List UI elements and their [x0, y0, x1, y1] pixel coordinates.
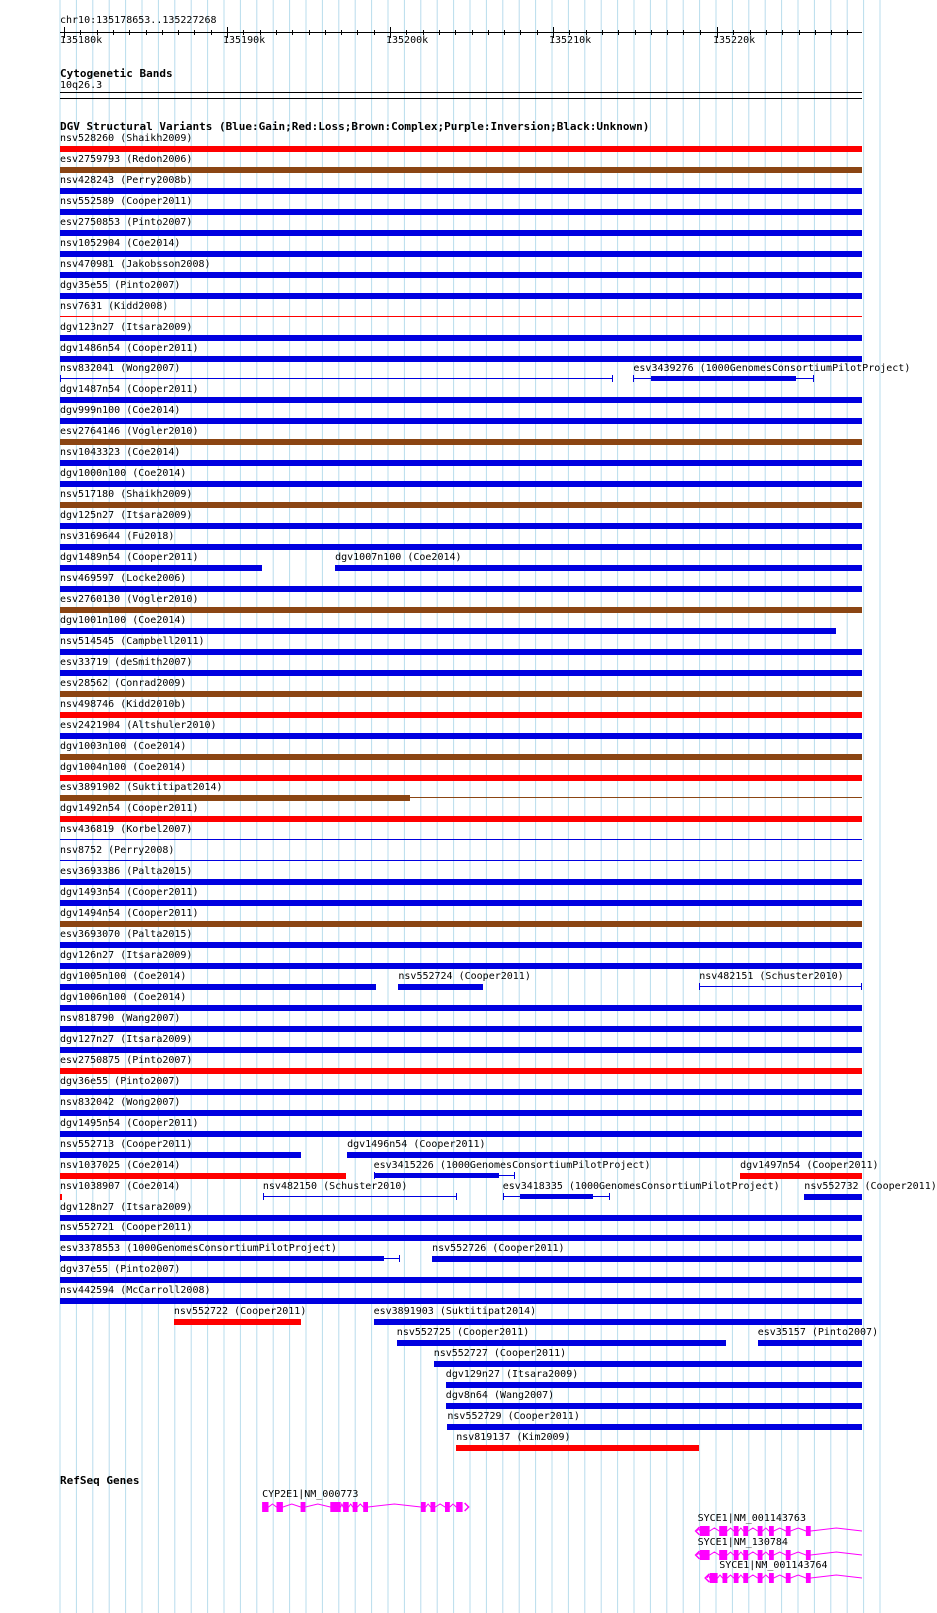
- gene-exon: [700, 1526, 710, 1536]
- variant-bar[interactable]: [397, 1340, 726, 1346]
- variant-bar[interactable]: [60, 691, 862, 697]
- variant-label: nsv528260 (Shaikh2009): [60, 133, 193, 144]
- variant-bar[interactable]: [60, 418, 862, 424]
- variant-label: nsv7631 (Kidd2008): [60, 300, 169, 312]
- variant-label: nsv552732 (Cooper2011): [804, 1180, 937, 1192]
- variant-label: dgv1492n54 (Cooper2011): [60, 803, 199, 815]
- variant-label: dgv1005n100 (Coe2014): [60, 971, 187, 982]
- variant-bar[interactable]: [60, 879, 862, 885]
- gene-exon: [806, 1573, 811, 1583]
- gene-exon: [301, 1502, 306, 1512]
- variant-bar[interactable]: [60, 795, 410, 801]
- gene-exon: [277, 1502, 283, 1512]
- gene-exon: [769, 1526, 774, 1536]
- variant-label: nsv469597 (Locke2006): [60, 573, 187, 584]
- variant-bar[interactable]: [60, 293, 862, 299]
- variant-label: dgv126n27 (Itsara2009): [60, 950, 193, 961]
- variant-bar[interactable]: [60, 942, 862, 948]
- variant-label: dgv1000n100 (Coe2014): [60, 468, 187, 480]
- variant-cap: [503, 1193, 504, 1200]
- gene-exon: [700, 1550, 710, 1560]
- gene-exon: [431, 1502, 436, 1512]
- variant-bar[interactable]: [60, 586, 862, 592]
- variant-label: dgv1487n54 (Cooper2011): [60, 384, 199, 396]
- gene-exon: [723, 1573, 728, 1583]
- cytoband-title: Cytogenetic Bands: [60, 67, 173, 80]
- variant-label: nsv482151 (Schuster2010): [699, 971, 844, 982]
- variant-bar[interactable]: [60, 775, 862, 781]
- variant-bar[interactable]: [60, 1277, 862, 1283]
- variant-bar[interactable]: [60, 607, 862, 613]
- variant-bar[interactable]: [60, 860, 862, 861]
- gene-label: CYP2E1|NM_000773: [262, 1489, 359, 1500]
- variant-bar[interactable]: [456, 1445, 699, 1451]
- variant-bar[interactable]: [60, 649, 862, 655]
- gene-exon: [769, 1550, 774, 1560]
- variant-bar[interactable]: [60, 628, 836, 634]
- variant-label: dgv36e55 (Pinto2007): [60, 1075, 181, 1087]
- variant-bar[interactable]: [347, 1152, 862, 1158]
- variant-core[interactable]: [520, 1194, 593, 1199]
- variant-label: nsv498746 (Kidd2010b): [60, 698, 187, 710]
- ruler-tick-label: 135180k: [60, 35, 103, 46]
- variant-bar[interactable]: [174, 1319, 301, 1325]
- cytoband-name: 10q26.3: [60, 80, 103, 91]
- variant-label: dgv1004n100 (Coe2014): [60, 761, 187, 773]
- variant-label: dgv37e55 (Pinto2007): [60, 1264, 181, 1276]
- variant-bar[interactable]: [335, 565, 862, 571]
- variant-bar[interactable]: [60, 378, 613, 379]
- variant-label: esv2421904 (Altshuler2010): [60, 719, 217, 731]
- variant-label: dgv1003n100 (Coe2014): [60, 740, 187, 752]
- variant-cap: [399, 1255, 400, 1262]
- variant-label: nsv818790 (Wang2007): [60, 1012, 181, 1024]
- variant-bar[interactable]: [60, 167, 862, 173]
- variant-cap: [514, 1172, 515, 1179]
- variant-label: nsv482150 (Schuster2010): [262, 1180, 408, 1192]
- gene-exon: [343, 1502, 349, 1512]
- variant-bar[interactable]: [60, 272, 862, 278]
- variant-label: esv2760130 (Vogler2010): [60, 593, 199, 605]
- variant-bar[interactable]: [60, 963, 862, 969]
- variant-bar[interactable]: [60, 188, 862, 194]
- dgv-track-title: DGV Structural Variants (Blue:Gain;Red:Loss;Brown:Complex;Purple:Inversion;Black:Unknown): [60, 120, 650, 133]
- variant-label: nsv832041 (Wong2007): [60, 363, 181, 375]
- gene-exon: [445, 1502, 450, 1512]
- variant-bar[interactable]: [60, 816, 862, 822]
- variant-bar[interactable]: [60, 733, 862, 739]
- variant-bar[interactable]: [60, 209, 862, 215]
- gene-exon: [786, 1526, 791, 1536]
- variant-bar[interactable]: [60, 230, 862, 236]
- variant-label: dgv999n100 (Coe2014): [60, 405, 181, 417]
- gene-exon: [743, 1573, 748, 1583]
- gene-exon: [743, 1526, 748, 1536]
- gene-exon: [786, 1573, 791, 1583]
- variant-bar[interactable]: [60, 439, 862, 445]
- gene-label: SYCE1|NM_130784: [697, 1537, 788, 1548]
- variant-label: nsv832042 (Wong2007): [60, 1096, 181, 1108]
- variant-label: esv35157 (Pinto2007): [757, 1327, 879, 1339]
- variant-bar[interactable]: [263, 1196, 457, 1197]
- variant-label: nsv470981 (Jakobsson2008): [60, 258, 211, 270]
- variant-label: nsv1038907 (Coe2014): [60, 1180, 181, 1192]
- variant-cap: [60, 375, 61, 382]
- variant-label: nsv552726 (Cooper2011): [432, 1243, 565, 1255]
- variant-cap: [612, 375, 613, 382]
- variant-label: nsv552722 (Cooper2011): [173, 1306, 307, 1318]
- variant-label: dgv1001n100 (Coe2014): [60, 614, 187, 626]
- variant-bar[interactable]: [60, 1194, 62, 1200]
- variant-cap: [699, 983, 700, 990]
- gene-strand-arrow: [465, 1503, 469, 1511]
- variant-label: nsv1052904 (Coe2014): [60, 237, 181, 249]
- variant-bar[interactable]: [398, 984, 482, 990]
- variant-label: esv3693386 (Palta2015): [60, 866, 193, 878]
- variant-bar[interactable]: [804, 1194, 862, 1200]
- variant-bar[interactable]: [60, 1089, 862, 1095]
- variant-label: nsv8752 (Perry2008): [60, 845, 175, 857]
- variant-label: nsv552729 (Cooper2011): [447, 1411, 580, 1422]
- gene-exon: [330, 1502, 340, 1512]
- variant-label: esv2759793 (Redon2006): [60, 153, 193, 165]
- variant-bar[interactable]: [60, 1215, 862, 1221]
- gene-exon: [734, 1550, 739, 1560]
- variant-bar[interactable]: [60, 316, 862, 317]
- gene-exon: [719, 1526, 727, 1536]
- variant-label: dgv35e55 (Pinto2007): [60, 279, 181, 291]
- variant-label: nsv428243 (Perry2008b): [60, 174, 193, 186]
- variant-label: dgv1495n54 (Cooper2011): [60, 1117, 199, 1129]
- gene-exon: [456, 1502, 462, 1512]
- variant-bar[interactable]: [758, 1340, 862, 1346]
- variant-label: dgv129n27 (Itsara2009): [445, 1369, 579, 1380]
- variant-label: dgv125n27 (Itsara2009): [60, 510, 193, 522]
- variant-label: nsv442594 (McCarroll2008): [60, 1285, 211, 1297]
- variant-label: dgv1496n54 (Cooper2011): [347, 1138, 486, 1150]
- gene-exon: [363, 1502, 368, 1512]
- variant-cap: [633, 375, 634, 382]
- variant-bar[interactable]: [60, 146, 862, 152]
- variant-bar[interactable]: [60, 1131, 862, 1137]
- ruler-tick-label: 135220k: [713, 35, 756, 46]
- variant-core[interactable]: [374, 1173, 500, 1178]
- variant-label: nsv1043323 (Coe2014): [60, 447, 181, 459]
- variant-cap: [813, 375, 814, 382]
- variant-bar[interactable]: [740, 1173, 862, 1179]
- gene-exon: [758, 1526, 763, 1536]
- variant-bar[interactable]: [60, 1152, 301, 1158]
- gene-exon: [353, 1502, 358, 1512]
- variant-bar[interactable]: [60, 356, 862, 362]
- gene-exon: [786, 1550, 791, 1560]
- gene-model[interactable]: [0, 1572, 890, 1586]
- variant-cap: [263, 1193, 264, 1200]
- variant-bar[interactable]: [60, 481, 862, 487]
- gene-label: SYCE1|NM_001143763: [697, 1513, 806, 1524]
- variant-bar[interactable]: [60, 1005, 862, 1011]
- variant-label: esv3891903 (Suktitipat2014): [373, 1306, 537, 1318]
- variant-bar[interactable]: [60, 1026, 862, 1032]
- variant-label: nsv514545 (Campbell2011): [60, 635, 205, 647]
- variant-label: nsv552589 (Cooper2011): [60, 195, 193, 207]
- variant-bar[interactable]: [446, 1382, 862, 1388]
- variant-bar[interactable]: [60, 397, 862, 403]
- variant-label: dgv1489n54 (Cooper2011): [60, 552, 199, 563]
- variant-bar[interactable]: [60, 1068, 862, 1074]
- variant-label: esv3418335 (1000GenomesConsortiumPilotProject): [502, 1180, 780, 1192]
- variant-bar[interactable]: [60, 921, 862, 927]
- ruler-tick-label: 135210k: [549, 35, 592, 46]
- variant-label: esv33719 (deSmith2007): [60, 656, 193, 668]
- gene-exon: [734, 1526, 739, 1536]
- variant-bar[interactable]: [446, 1403, 862, 1409]
- variant-label: nsv552724 (Cooper2011): [398, 971, 531, 982]
- gene-exon: [769, 1573, 774, 1583]
- gene-exon: [758, 1550, 763, 1560]
- variant-core[interactable]: [60, 1256, 384, 1261]
- variant-label: esv28562 (Conrad2009): [60, 677, 187, 689]
- gene-exon: [758, 1573, 763, 1583]
- ruler-tick-label: 135200k: [386, 35, 429, 46]
- variant-bar[interactable]: [60, 335, 862, 341]
- variant-label: dgv1493n54 (Cooper2011): [60, 887, 199, 899]
- gene-label: SYCE1|NM_001143764: [719, 1560, 828, 1571]
- gene-exon: [743, 1550, 748, 1560]
- variant-bar[interactable]: [60, 670, 862, 676]
- variant-bar[interactable]: [60, 839, 862, 840]
- variant-label: dgv8n64 (Wang2007): [445, 1390, 555, 1401]
- variant-bar[interactable]: [699, 986, 862, 987]
- variant-label: dgv1486n54 (Cooper2011): [60, 342, 199, 354]
- variant-bar[interactable]: [60, 251, 862, 257]
- gene-exon: [710, 1573, 718, 1583]
- variant-bar[interactable]: [374, 1319, 862, 1325]
- variant-label: nsv3169644 (Fu2018): [60, 531, 175, 542]
- variant-label: dgv1494n54 (Cooper2011): [60, 908, 199, 920]
- variant-label: dgv1006n100 (Coe2014): [60, 991, 187, 1003]
- variant-label: nsv552713 (Cooper2011): [60, 1138, 193, 1150]
- variant-bar[interactable]: [60, 900, 862, 906]
- gene-intron-line: [707, 1575, 862, 1578]
- variant-bar[interactable]: [60, 754, 862, 760]
- variant-label: dgv123n27 (Itsara2009): [60, 321, 193, 333]
- variant-bar[interactable]: [60, 1047, 862, 1053]
- variant-bar[interactable]: [60, 1173, 346, 1179]
- variant-cap: [456, 1193, 457, 1200]
- variant-label: dgv1007n100 (Coe2014): [335, 552, 462, 563]
- variant-label: esv2764146 (Vogler2010): [60, 426, 199, 438]
- variant-core[interactable]: [651, 376, 796, 381]
- variant-label: esv3693070 (Palta2015): [60, 929, 193, 941]
- gene-exon: [734, 1573, 739, 1583]
- variant-bar[interactable]: [60, 460, 862, 466]
- variant-label: nsv552721 (Cooper2011): [60, 1222, 193, 1234]
- gene-exon: [719, 1550, 727, 1560]
- variant-tail: [410, 797, 862, 798]
- variant-label: nsv819137 (Kim2009): [456, 1431, 571, 1443]
- variant-bar[interactable]: [60, 1298, 862, 1304]
- ruler-tick-label: 135190k: [223, 35, 266, 46]
- gene-exon: [806, 1550, 811, 1560]
- variant-label: esv3378553 (1000GenomesConsortiumPilotProject): [60, 1243, 337, 1255]
- gene-exon: [806, 1526, 811, 1536]
- gene-exon: [421, 1502, 426, 1512]
- variant-bar[interactable]: [60, 502, 862, 508]
- variant-bar[interactable]: [60, 1110, 862, 1116]
- variant-bar[interactable]: [60, 565, 262, 571]
- refseq-track-title: RefSeq Genes: [60, 1474, 140, 1487]
- variant-cap: [861, 983, 862, 990]
- variant-label: nsv436819 (Korbel2007): [60, 824, 193, 836]
- variant-cap: [609, 1193, 610, 1200]
- variant-label: esv2750875 (Pinto2007): [60, 1054, 193, 1066]
- variant-label: nsv552725 (Cooper2011): [396, 1327, 530, 1339]
- variant-label: esv3439276 (1000GenomesConsortiumPilotProject): [633, 363, 911, 375]
- variant-label: esv3891902 (Suktitipat2014): [60, 782, 223, 794]
- variant-label: esv2750853 (Pinto2007): [60, 216, 193, 228]
- variant-label: esv3415226 (1000GenomesConsortiumPilotProject): [373, 1159, 651, 1171]
- variant-bar[interactable]: [447, 1424, 862, 1430]
- variant-bar[interactable]: [60, 1235, 862, 1241]
- variant-bar[interactable]: [432, 1256, 862, 1262]
- variant-label: dgv128n27 (Itsara2009): [60, 1201, 193, 1213]
- variant-label: dgv1497n54 (Cooper2011): [740, 1159, 879, 1171]
- gene-exon: [262, 1502, 268, 1512]
- variant-bar[interactable]: [434, 1361, 862, 1367]
- variant-label: nsv1037025 (Coe2014): [60, 1159, 181, 1171]
- variant-bar[interactable]: [60, 712, 862, 718]
- location-label: chr10:135178653..135227268: [60, 15, 217, 26]
- variant-bar[interactable]: [60, 984, 376, 990]
- variant-bar[interactable]: [60, 544, 862, 550]
- variant-label: nsv517180 (Shaikh2009): [60, 489, 193, 501]
- variant-bar[interactable]: [60, 523, 862, 529]
- variant-label: dgv127n27 (Itsara2009): [60, 1033, 193, 1045]
- variant-label: nsv552727 (Cooper2011): [433, 1348, 567, 1360]
